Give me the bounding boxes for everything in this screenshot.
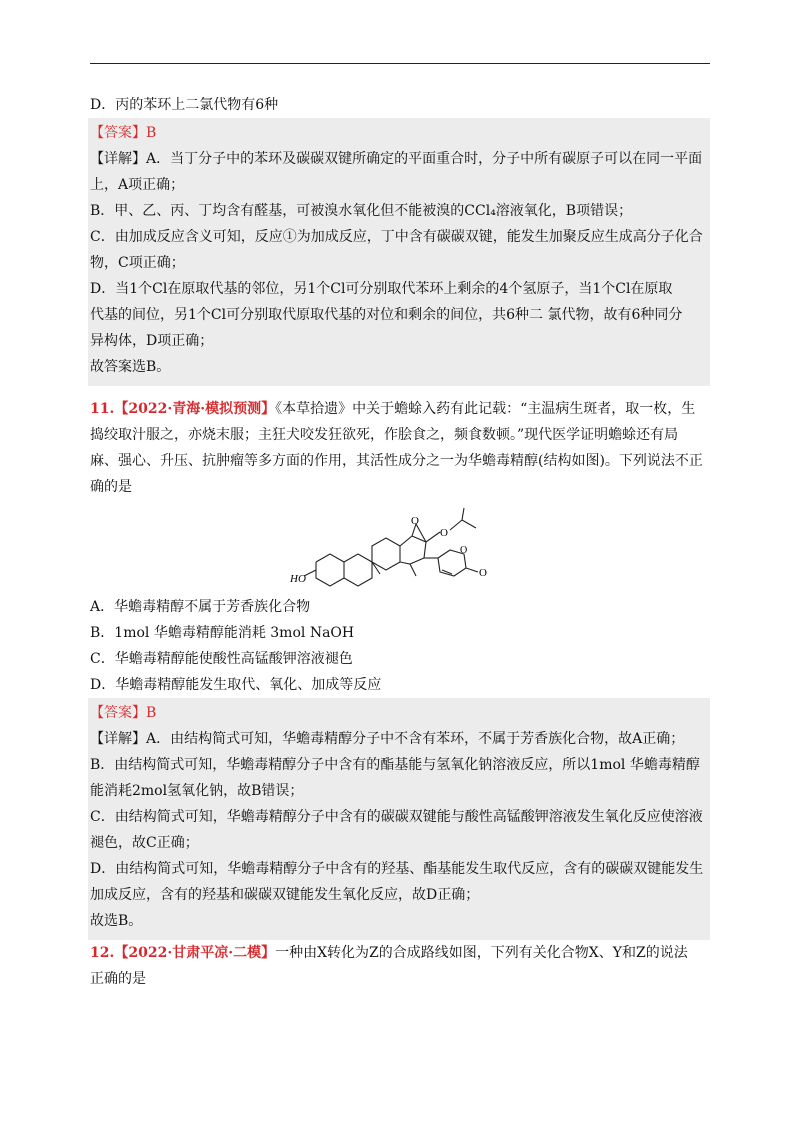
q11-explain-line: C．由结构简式可知，华蟾毒精醇分子中含有的碳碳双键能与酸性高锰酸钾溶液发生氧化反应使溶液	[90, 809, 703, 825]
ring-o-label: O	[460, 545, 468, 556]
q10-explain-line: 故答案选B。	[90, 359, 171, 375]
q10-explain-line: B．甲、乙、丙、丁均含有醛基，可被溴水氧化但不能被溴的CCl₄溶液氧化，B项错误；	[90, 203, 633, 219]
carbonyl-o-label: O	[479, 567, 487, 579]
molecule-structure	[90, 502, 710, 590]
document-body	[90, 92, 710, 992]
q11-option-d: D．华蟾毒精醇能发生取代、氧化、加成等反应	[90, 677, 382, 693]
q10-explain-line: 代基的间位，另1个Cl可分别取代原取代基的对位和剩余的间位，共6种二 氯代物，故有6种同分	[90, 307, 683, 323]
q11-explain-line: 【详解】A．由结构简式可知，华蟾毒精醇分子中不含有苯环，不属于芳香族化合物，故A正确；	[90, 731, 685, 747]
q10-explain-line: 异构体，D项正确；	[90, 333, 214, 349]
q11-stem-line: 捣绞取汁服之，亦烧末服；主狂犬咬发狂欲死，作脍食之，频食数顿。”现代医学证明蟾蜍还有局	[90, 427, 679, 443]
q12-stem-line-1: 12.【2022·甘肃平凉·二模】一种由X转化为Z的合成路线如图，下列有关化合物X、Y和Z的说法	[90, 945, 688, 961]
q11-option-a: A．华蟾毒精醇不属于芳香族化合物	[90, 599, 311, 615]
q11-explain-line: 褪色，故C正确；	[90, 835, 199, 851]
q10-answer-block	[88, 118, 710, 386]
q11-explain-line: B．由结构简式可知，华蟾毒精醇分子中含有的酯基能与氢氧化钠溶液反应，所以1mol 华蟾毒精醇	[90, 757, 700, 773]
q12-source: 12.【2022·甘肃平凉·二模】	[90, 945, 276, 961]
q10-explain-line: C．由加成反应含义可知，反应①为加成反应，丁中含有碳碳双键，能发生加聚反应生成高分子化合	[90, 229, 703, 245]
q11-answer-tag: 【答案】B	[90, 705, 157, 721]
q11-explain-line: 故选B。	[90, 913, 143, 929]
q10-explain-line: 【详解】A．当丁分子中的苯环及碳碳双键所确定的平面重合时，分子中所有碳原子可以在同一平面	[90, 151, 703, 167]
q11-answer-block	[88, 698, 710, 940]
q10-option-d: D．丙的苯环上二氯代物有6种	[90, 97, 279, 113]
q11-stem-line-1: 11.【2022·青海·模拟预测】《本草拾遗》中关于蟾蜍入药有此记载：“主温病生斑者，取一枚，生	[90, 401, 696, 417]
q10-answer-tag: 【答案】B	[90, 125, 157, 141]
q11-option-b: B．1mol 华蟾毒精醇能消耗 3mol NaOH	[90, 625, 355, 641]
q11-stem-line: 麻、强心、升压、抗肿瘤等多方面的作用，其活性成分之一为华蟾毒精醇(结构如图)。下列说法不正	[90, 453, 703, 469]
q11-explain-line: D．由结构简式可知，华蟾毒精醇分子中含有的羟基、酯基能发生取代反应，含有的碳碳双键能发生	[90, 861, 704, 877]
q10-explain-line: D．当1个Cl在原取代基的邻位，另1个Cl可分别取代苯环上剩余的4个氢原子，当1个Cl在原取	[90, 281, 673, 297]
q11-explain-line: 加成反应，含有的羟基和碳碳双键能发生氧化反应，故D正确；	[90, 887, 480, 903]
epoxide-o-label: O	[411, 515, 419, 527]
q10-explain-line: 物，C项正确；	[90, 255, 185, 271]
structure-svg	[290, 502, 530, 590]
q11-option-c: C．华蟾毒精醇能使酸性高锰酸钾溶液褪色	[90, 651, 353, 667]
q11-explain-line: 能消耗2mol氢氧化钠，故B错误；	[90, 783, 304, 799]
q12-stem-line: 正确的是	[90, 971, 146, 987]
ester-o-label: O	[440, 527, 448, 539]
q11-source: 11.【2022·青海·模拟预测】	[90, 401, 276, 417]
q10-explain-line: 上，A项正确；	[90, 177, 185, 193]
ho-label: HO	[290, 573, 306, 585]
q11-stem-line: 确的是	[90, 479, 132, 495]
header-rule	[90, 63, 710, 64]
